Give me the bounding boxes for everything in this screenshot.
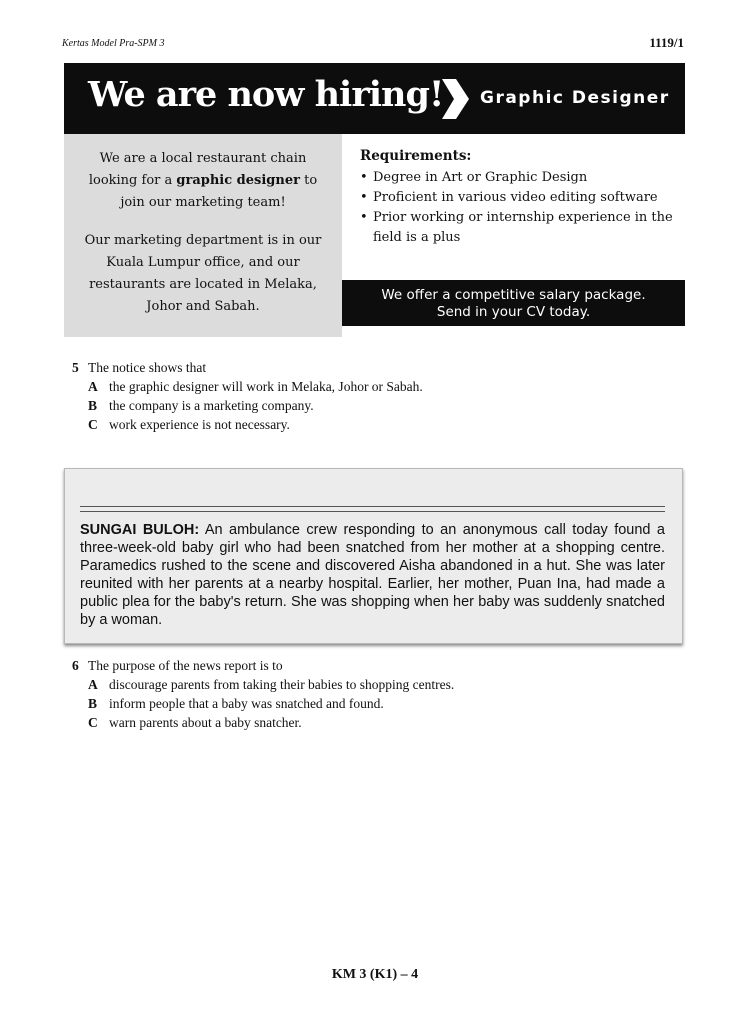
ad-banner <box>64 63 685 134</box>
question-stem: The notice shows that <box>88 360 207 375</box>
ad-description-panel <box>64 134 342 337</box>
paper-title: Kertas Model Pra-SPM 3 <box>62 38 165 49</box>
answer-option[interactable]: A the graphic designer will work in Melaka, Johor or Sabah. <box>88 379 423 394</box>
answer-option[interactable]: B inform people that a baby was snatched and found. <box>88 696 384 711</box>
requirements-list <box>360 168 678 248</box>
question-5 <box>72 358 423 434</box>
question-number: 5 <box>72 360 79 375</box>
double-rule-divider <box>80 506 665 512</box>
job-advertisement <box>64 63 685 337</box>
news-report-box <box>64 468 683 644</box>
answer-option[interactable]: C work experience is not necessary. <box>88 417 290 432</box>
offer-line: Send in your CV today. <box>436 304 591 320</box>
answer-option[interactable]: B the company is a marketing company. <box>88 398 314 413</box>
ad-intro: We are a local restaurant chain looking for a graphic designer to join our marketing team! <box>88 151 318 210</box>
ad-location: Our marketing department is in our Kuala Lumpur office, and our restaurants are located in Melaka, Johor and Sabah. <box>84 233 322 314</box>
ad-intro-highlight: graphic designer <box>176 173 300 188</box>
answer-option[interactable]: C warn parents about a baby snatcher. <box>88 715 302 730</box>
news-dateline: SUNGAI BULOH: <box>80 522 200 538</box>
list-item: • Degree in Art or Graphic Design <box>360 168 678 188</box>
requirements-title: Requirements: <box>360 148 472 164</box>
paper-code: 1119/1 <box>649 35 684 50</box>
list-item: • Prior working or internship experience in the field is a plus <box>360 208 678 248</box>
question-number: 6 <box>72 658 79 673</box>
question-6 <box>72 656 454 732</box>
ad-offer-box <box>342 280 685 326</box>
page-footer: KM 3 (K1) – 4 <box>331 967 419 982</box>
ad-requirements-panel <box>342 134 685 337</box>
chevron-right-icon <box>440 77 470 121</box>
offer-line: We offer a competitive salary package. <box>381 287 646 303</box>
list-item: • Proficient in various video editing software <box>360 188 678 208</box>
ad-headline: We are now hiring! <box>88 74 444 115</box>
news-body: An ambulance crew responding to an anonymous call today found a three-week-old baby girl who had been snatched from her mother at a shopping centre. Paramedics rushed to the scene and discovered Aisha abandoned in a hut. She was later reunited with her parents at a nearby hospital. Earlier, her mother, Puan Ina, had made a public plea for the baby's return. She was shopping when her baby was suddenly snatched by a woman. <box>80 522 665 628</box>
question-stem: The purpose of the news report is to <box>88 658 283 673</box>
news-article <box>80 521 665 629</box>
ad-job-role: Graphic Designer <box>480 88 670 108</box>
answer-option[interactable]: A discourage parents from taking their babies to shopping centres. <box>88 677 455 692</box>
